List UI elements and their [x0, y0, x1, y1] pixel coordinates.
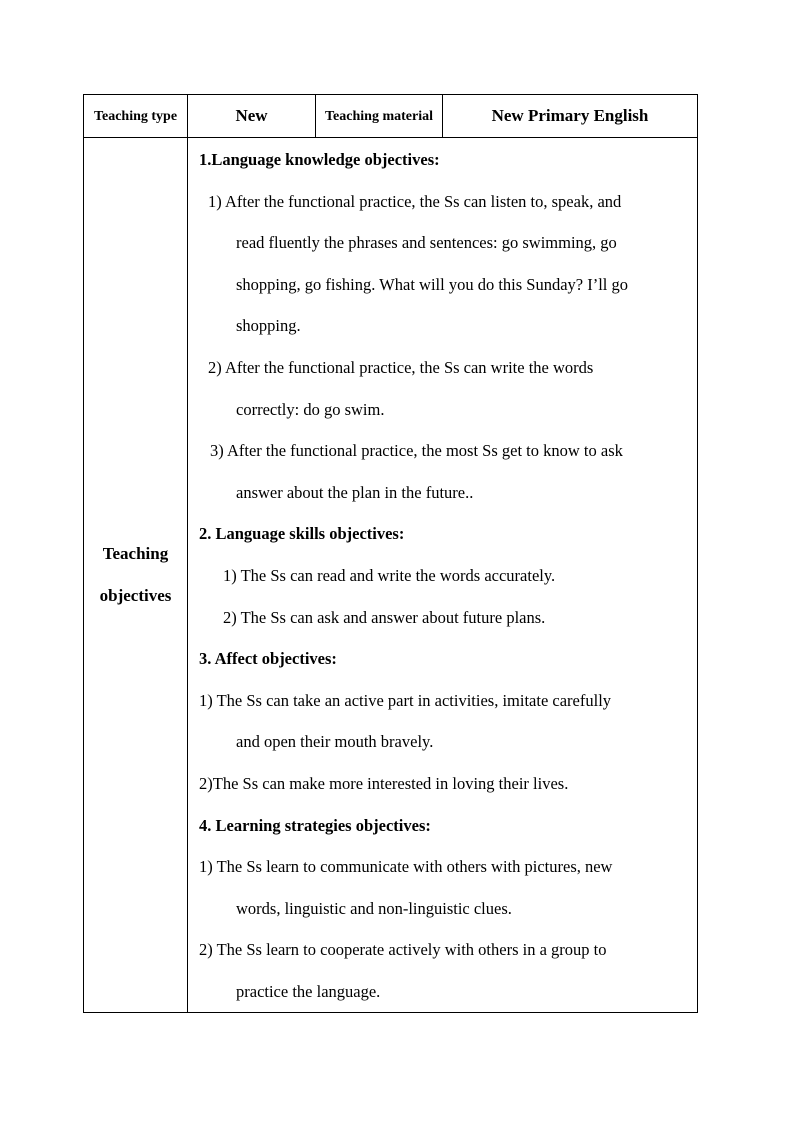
- objectives-row: [84, 138, 698, 1013]
- objective-line: 1) The Ss can take an active part in activities, imitate carefully: [199, 690, 612, 710]
- objective-line: 2) The Ss can ask and answer about future plans.: [223, 607, 546, 627]
- objective-line: practice the language.: [236, 981, 381, 1001]
- section-heading-language-skills: 2. Language skills objectives:: [199, 524, 405, 544]
- teaching-type-value-cell: [188, 95, 316, 138]
- objectives-content: [188, 138, 697, 1012]
- teaching-type-value: New: [235, 106, 268, 125]
- objectives-label-cell: [84, 138, 188, 1013]
- objective-line: correctly: do go swim.: [236, 399, 385, 419]
- objective-line: words, linguistic and non-linguistic clues.: [236, 898, 512, 918]
- objectives-label-line2: objectives: [99, 586, 172, 606]
- teaching-material-value-cell: [443, 95, 698, 138]
- teaching-type-label: Teaching type: [93, 108, 178, 124]
- teaching-material-label: Teaching material: [325, 108, 433, 124]
- objective-line: shopping, go fishing. What will you do this Sunday? I’ll go: [236, 274, 629, 294]
- objective-line: 2) After the functional practice, the Ss can write the words: [208, 357, 594, 377]
- section-heading-affect: 3. Affect objectives:: [199, 649, 337, 669]
- teaching-type-label-cell: [84, 95, 188, 138]
- objective-line: 1) The Ss learn to communicate with others with pictures, new: [199, 857, 613, 877]
- objective-line: shopping.: [236, 316, 301, 336]
- objective-line: answer about the plan in the future..: [236, 482, 474, 502]
- objectives-content-cell: [188, 138, 698, 1013]
- objective-line: and open their mouth bravely.: [236, 732, 434, 752]
- objective-line: 2) The Ss learn to cooperate actively with others in a group to: [199, 940, 607, 960]
- objective-line: 1) The Ss can read and write the words accurately.: [223, 565, 556, 585]
- objective-line: 1) After the functional practice, the Ss can listen to, speak, and: [208, 191, 622, 211]
- objective-line: 3) After the functional practice, the most Ss get to know to ask: [210, 441, 623, 461]
- lesson-plan-table: [83, 94, 698, 1013]
- teaching-material-label-cell: [316, 95, 443, 138]
- section-heading-learning-strategies: 4. Learning strategies objectives:: [199, 815, 431, 835]
- objective-line: 2)The Ss can make more interested in loving their lives.: [199, 773, 569, 793]
- objective-line: read fluently the phrases and sentences: go swimming, go: [236, 233, 617, 253]
- header-row: [84, 95, 698, 138]
- teaching-material-value: New Primary English: [491, 106, 649, 125]
- objectives-label-line1: Teaching: [102, 544, 169, 564]
- section-heading-language-knowledge: 1.Language knowledge objectives:: [199, 150, 440, 169]
